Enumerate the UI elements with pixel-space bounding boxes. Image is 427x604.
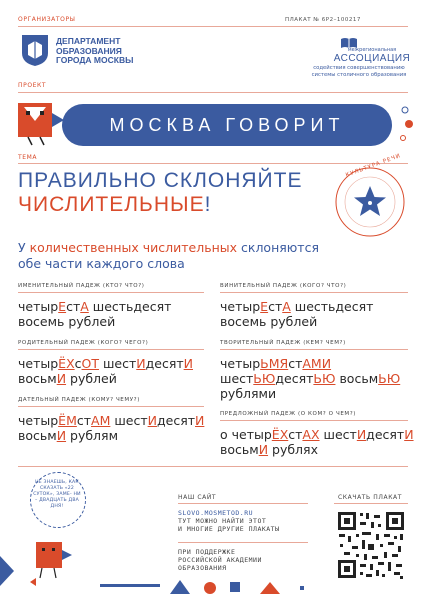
small-bird-illustration <box>30 538 76 588</box>
site-label: НАШ САЙТ <box>178 494 217 501</box>
prepositional-example: о четырЁХстАХ шестИдесятИ восьмИ рублях <box>220 427 414 457</box>
site-url-link[interactable]: SLOVO.MOSMETOD.RU <box>178 509 254 517</box>
department-logo <box>20 33 50 67</box>
qr-code[interactable] <box>336 510 406 580</box>
genitive-example: четырЁХсОТ шестИдесятИ восьмИ рублей <box>18 356 193 386</box>
intro-highlight: количественных числительных <box>29 240 238 255</box>
dative-example: четырЁМстАМ шестИдесятИ восьмИ рублям <box>18 413 205 443</box>
organizers-label: ОРГАНИЗАТОРЫ <box>18 16 76 23</box>
accusative-heading: ВИНИТЕЛЬНЫЙ ПАДЕЖ (КОГО? ЧТО?) <box>220 283 347 289</box>
nominative-heading: ИМЕНИТЕЛЬНЫЙ ПАДЕЖ (КТО? ЧТО?) <box>18 283 145 289</box>
association-line1: содействия совершенствованию <box>313 65 405 71</box>
bottom-decoration <box>100 574 330 596</box>
support-line1: ПРИ ПОДДЕРЖКЕ <box>178 548 236 556</box>
association-title: АССОЦИАЦИЯ <box>333 53 411 64</box>
support-line2: РОССИЙСКОЙ АКАДЕМИИ <box>178 556 262 564</box>
theme-label: ТЕМА <box>18 154 38 161</box>
support-line3: ОБРАЗОВАНИЯ <box>178 564 227 572</box>
intro-line2: обе части каждого слова <box>18 256 185 271</box>
theme-title-tail: ! <box>204 193 212 216</box>
site-line2: ТУТ МОЖНО НАЙТИ ЭТОТ <box>178 517 267 525</box>
instrumental-heading: ТВОРИТЕЛЬНЫЙ ПАДЕЖ (КЕМ? ЧЕМ?) <box>220 340 346 346</box>
theme-title-red: ЧИСЛИТЕЛЬНЫЕ <box>18 193 205 216</box>
intro-post: склоняются <box>237 240 319 255</box>
download-label: СКАЧАТЬ ПЛАКАТ <box>338 494 403 501</box>
association-top: межрегиональная <box>347 47 397 53</box>
theme-title-line1: ПРАВИЛЬНО СКЛОНЯЙТЕ <box>18 169 303 192</box>
dept-name-line3: ГОРОДА МОСКВЫ <box>56 55 134 65</box>
association-line2: системы столичного образования <box>311 71 407 78</box>
dept-name-line2: ОБРАЗОВАНИЯ <box>56 45 122 56</box>
nominative-example: четырЕстА шестьдесят восемь рублей <box>18 299 172 329</box>
prepositional-heading: ПРЕДЛОЖНЫЙ ПАДЕЖ (О КОМ? О ЧЕМ?) <box>220 411 357 417</box>
genitive-heading: РОДИТЕЛЬНЫЙ ПАДЕЖ (КОГО? ЧЕГО?) <box>18 340 149 346</box>
dept-name-line1: ДЕПАРТАМЕНТ <box>56 36 121 46</box>
tip-bubble-text: НЕ ЗНАЕШЬ, КАК СКАЗАТЬ «22 СУТОК», ЗАМЕ- НИ – ДВАДЦАТЬ ДВА ДНЯ! <box>33 480 81 509</box>
dative-heading: ДАТЕЛЬНЫЙ ПАДЕЖ (КОМУ? ЧЕМУ?) <box>18 397 140 403</box>
accusative-example: четырЕстА шестьдесят восемь рублей <box>220 299 374 329</box>
project-label: ПРОЕКТ <box>18 82 47 89</box>
intro-pre: У <box>18 240 30 255</box>
instrumental-example: четырЬМЯстАМИ шестЬЮдесятЬЮ восьмЬЮ рублями <box>220 356 401 401</box>
poster-number: ПЛАКАТ № 6Р2–100217 <box>285 17 361 23</box>
site-line3: И МНОГИЕ ДРУГИЕ ПЛАКАТЫ <box>178 525 280 533</box>
culture-badge <box>334 166 406 238</box>
bird-illustration <box>18 101 66 147</box>
culture-badge-text: КУЛЬТУРА РЕЧИ <box>345 153 402 179</box>
decor-triangle-left <box>0 556 14 586</box>
decor-circles <box>393 100 419 148</box>
project-title: МОСКВА ГОВОРИТ <box>109 115 345 135</box>
